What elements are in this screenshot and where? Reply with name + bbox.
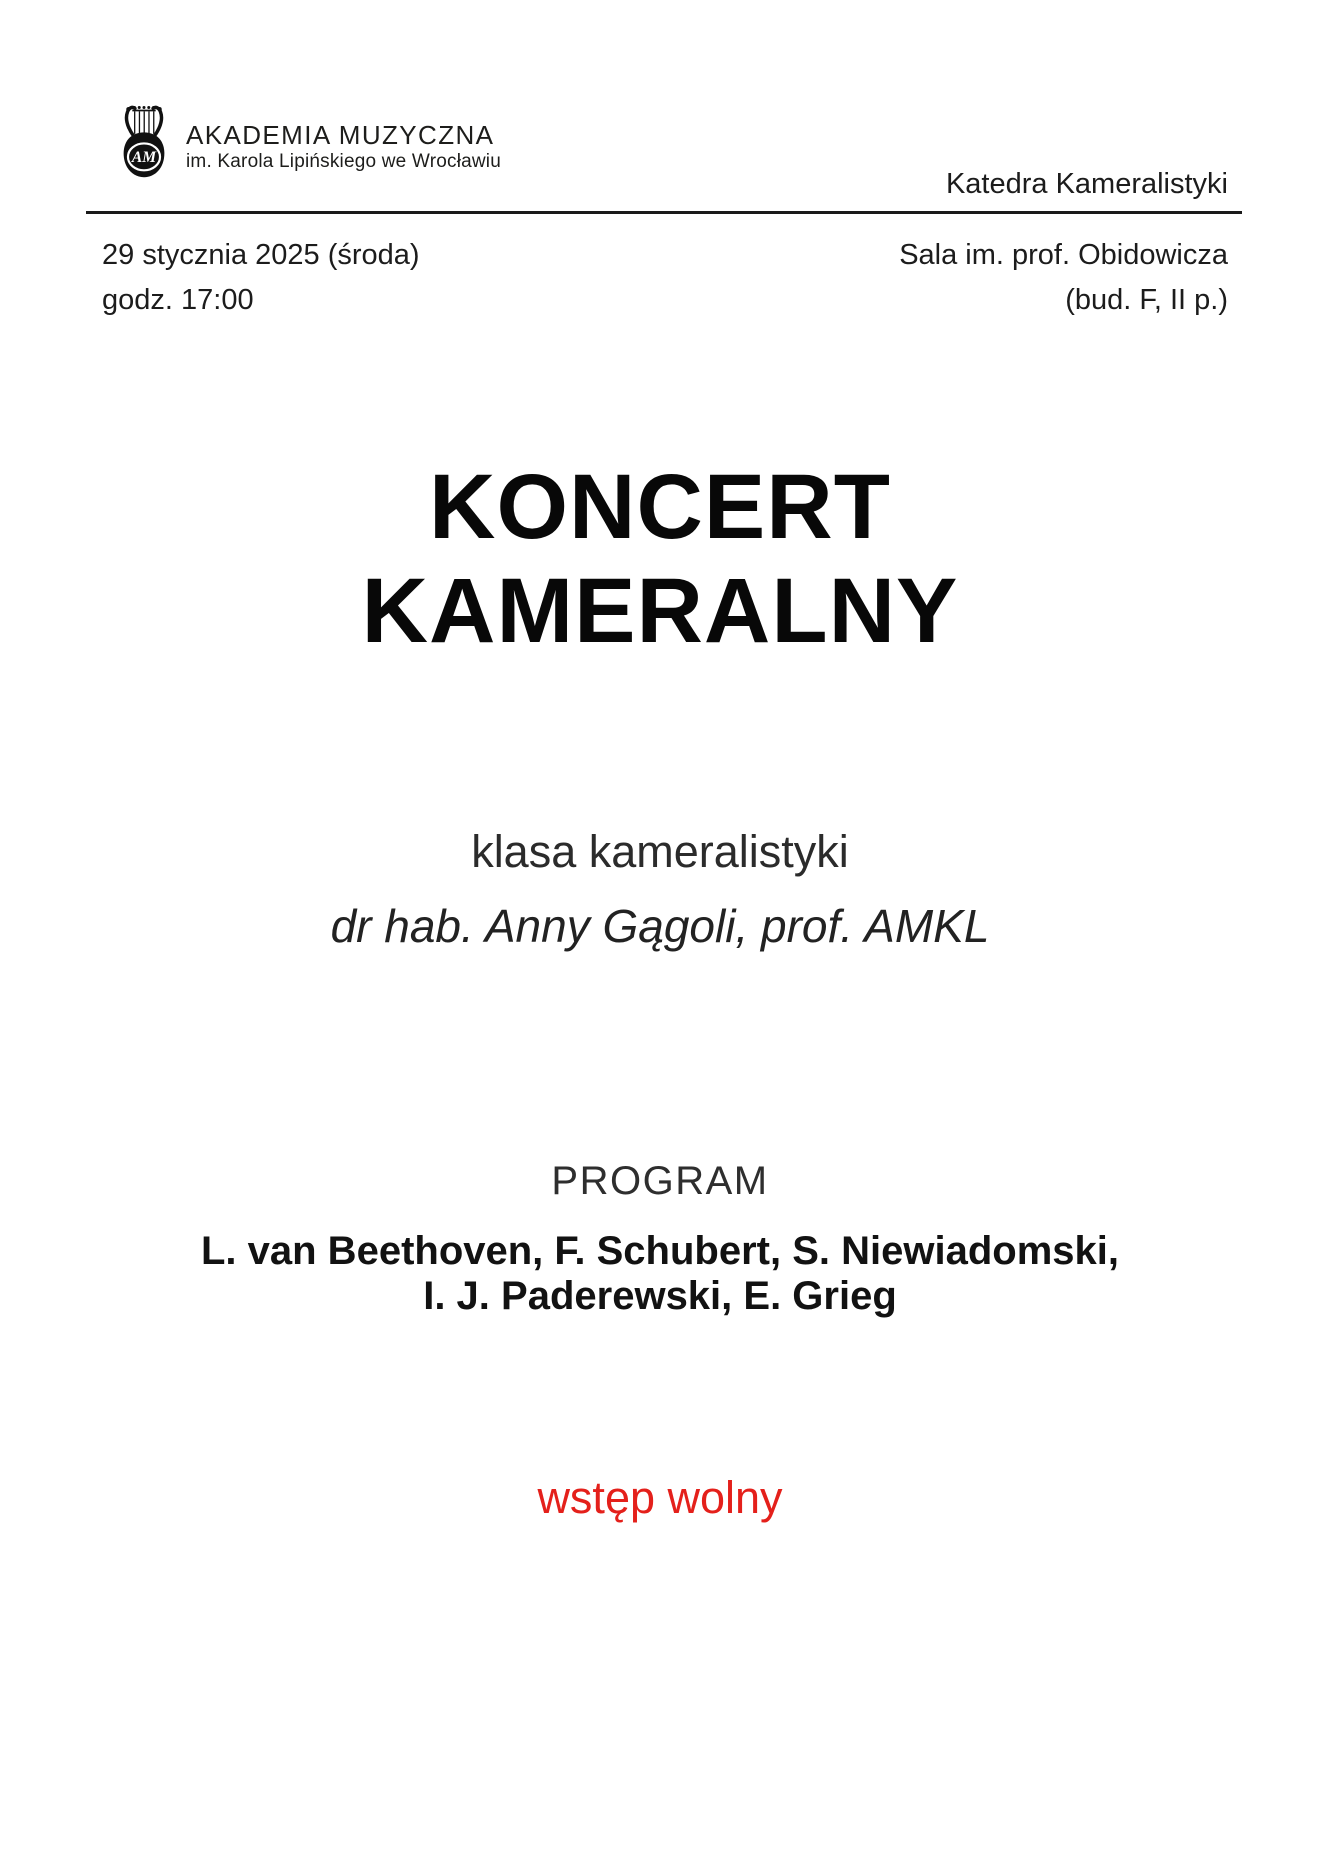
- concert-title: [0, 455, 1320, 663]
- academy-logo: [118, 104, 501, 182]
- logo-monogram: AM: [131, 149, 157, 167]
- org-subtitle: im. Karola Lipińskiego we Wrocławiu: [186, 151, 501, 172]
- concert-title-line2: KAMERALNY: [361, 560, 959, 662]
- composers-line2: I. J. Paderewski, E. Grieg: [423, 1274, 897, 1318]
- venue-name: Sala im. prof. Obidowicza: [899, 239, 1228, 271]
- program-composers: [0, 1229, 1320, 1319]
- class-label: klasa kameralistyki: [471, 826, 849, 877]
- concert-title-line1: KONCERT: [429, 456, 891, 558]
- header-divider: [86, 211, 1242, 214]
- org-text-block: [186, 104, 501, 175]
- program-heading: PROGRAM: [551, 1159, 769, 1203]
- department-label: Katedra Kameralistyki: [945, 168, 1228, 200]
- venue-block: [899, 233, 1228, 323]
- event-time: godz. 17:00: [102, 284, 254, 316]
- composers-line1: L. van Beethoven, F. Schubert, S. Niewiadomski,: [200, 1229, 1119, 1273]
- event-date: 29 stycznia 2025 (środa): [102, 239, 420, 271]
- lyre-icon: [118, 104, 170, 182]
- event-datetime-block: [102, 233, 420, 323]
- venue-location: (bud. F, II p.): [1065, 284, 1228, 316]
- org-name: AKADEMIA MUZYCZNA: [186, 120, 495, 150]
- admission-note: wstęp wolny: [537, 1472, 783, 1523]
- teacher-name: dr hab. Anny Gągoli, prof. AMKL: [330, 900, 990, 952]
